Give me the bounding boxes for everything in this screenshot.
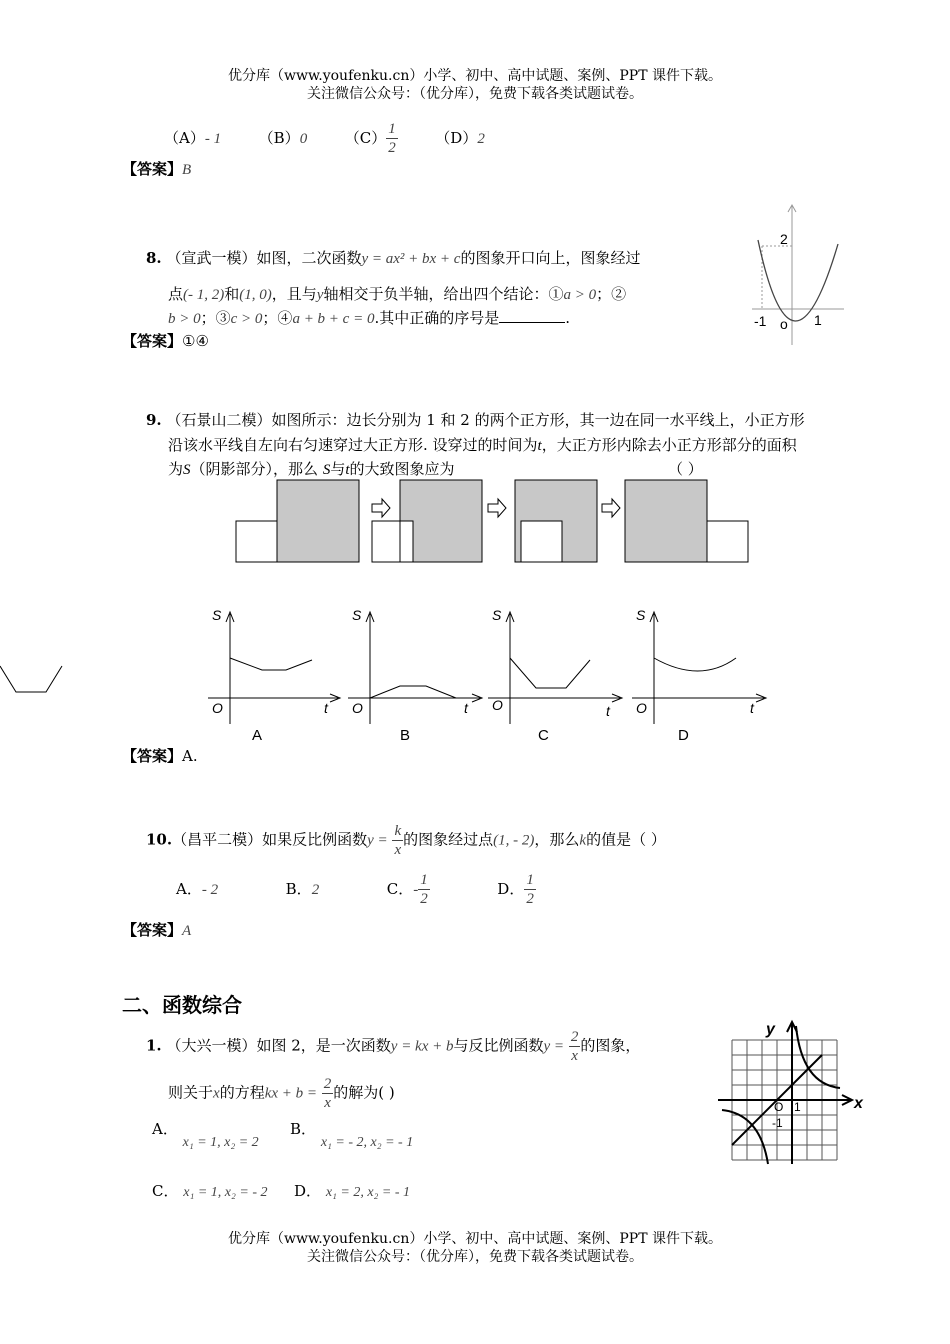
q9-line-2: 沿该水平线自左向右匀速穿过大正方形. 设穿过的时间为t，大正方形内除去小正方形部分的面积 bbox=[168, 436, 797, 454]
svg-text:t: t bbox=[464, 700, 468, 716]
arrow-right-icon bbox=[488, 499, 506, 517]
s2q1-line-1: 1. （大兴一模）如图 2，是一次函数y = kx + b与反比例函数y = $\frac{2}{x}$ 的图象， bbox=[146, 1029, 641, 1064]
q7-opt-a: （A）- 1 bbox=[164, 128, 222, 147]
q10-line-1: 10.（昌平二模）如果反比例函数y = $\frac{k}{x}$ 的图象经过点(1, - 2)，那么k的值是（ ） bbox=[146, 823, 666, 858]
q9-squares-figure bbox=[230, 476, 752, 566]
label-1: 1 bbox=[814, 312, 822, 328]
svg-text:A: A bbox=[252, 727, 263, 744]
small-square-1 bbox=[236, 521, 277, 562]
svg-text:O: O bbox=[212, 700, 223, 716]
q9-answer: 【答案】A. bbox=[122, 747, 198, 765]
q8-line-1: 8. （宣武一模）如图，二次函数y = ax² + bx + c的图象开口向上，图象经过 bbox=[146, 249, 641, 267]
svg-text:t: t bbox=[324, 700, 328, 716]
svg-text:t: t bbox=[750, 700, 754, 716]
q10-opt-a: A．- 2 bbox=[176, 879, 219, 898]
svg-text:-1: -1 bbox=[772, 1116, 783, 1130]
q7-opt-d: （D）2 bbox=[435, 128, 485, 147]
hyperbola-branch-1 bbox=[796, 1026, 840, 1088]
s2q1-opt-a: A． x₁ = 1, x₂ = 2 bbox=[152, 1120, 259, 1150]
svg-text:C: C bbox=[538, 727, 549, 744]
q9-answer-paren: （ ） bbox=[668, 460, 703, 478]
graph-d bbox=[632, 607, 766, 744]
header-line-2: 关注微信公众号：（优分库），免费下载各类试题试卷。 bbox=[307, 86, 643, 102]
big-square-1 bbox=[277, 480, 359, 562]
small-square-2 bbox=[372, 521, 413, 562]
svg-text:D: D bbox=[678, 727, 689, 744]
svg-text:O: O bbox=[636, 700, 647, 716]
s2q1-opt-c: C． x₁ = 1, x₂ = - 2 bbox=[152, 1182, 268, 1200]
q7-opt-b: （B）0 bbox=[258, 128, 308, 147]
s2q1-opt-b: B． x₁ = - 2, x₂ = - 1 bbox=[290, 1120, 414, 1150]
q8-line-2: 点(- 1, 2)和(1, 0)，且与y轴相交于负半轴，给出四个结论：①a > 0；② bbox=[168, 285, 627, 303]
svg-text:O: O bbox=[352, 700, 363, 716]
s2q1-opt-d: D． x₁ = 2, x₂ = - 1 bbox=[294, 1182, 411, 1200]
q9-line-3: 为S（阴影部分），那么 S与t的大致图象应为 bbox=[168, 460, 455, 478]
q9-line-1: 9. （石景山二模）如图所示：边长分别为 1 和 2 的两个正方形，其一边在同一水平线上，小正方形 bbox=[146, 411, 805, 429]
svg-text:t: t bbox=[606, 703, 610, 719]
svg-text:S: S bbox=[492, 607, 502, 623]
graph-c bbox=[488, 607, 622, 744]
label-minus-1: -1 bbox=[754, 313, 767, 329]
q10-opt-c: C．- $\frac{1}{2}$ bbox=[386, 872, 428, 907]
label-origin: o bbox=[780, 316, 788, 332]
footer-line-2: 关注微信公众号：（优分库），免费下载各类试题试卷。 bbox=[307, 1249, 643, 1265]
q7-answer: 【答案】B bbox=[122, 160, 192, 178]
footer-line-1: 优分库（www.youfenku.cn）小学、初中、高中试题、案例、PPT 课件下载。 bbox=[227, 1231, 722, 1247]
arrow-right-icon bbox=[602, 499, 620, 517]
q7-opt-c: （C） $\frac{1}{2}$ bbox=[344, 121, 396, 156]
q7-options bbox=[164, 120, 485, 157]
margin-decoration bbox=[0, 660, 70, 700]
svg-text:O: O bbox=[492, 697, 503, 713]
s2q1-line-2: 则关于x的方程kx + b = $\frac{2}{x}$ 的解为( ) bbox=[168, 1076, 395, 1111]
q10-opt-d: D． $\frac{1}{2}$ bbox=[497, 872, 534, 907]
section-title: 二、函数综合 bbox=[122, 993, 242, 1017]
hyperbola-branch-2 bbox=[722, 1110, 768, 1164]
header-line-1: 优分库（www.youfenku.cn）小学、初中、高中试题、案例、PPT 课件下载。 bbox=[227, 68, 722, 84]
svg-text:S: S bbox=[636, 607, 646, 623]
q10-opt-b: B．2 bbox=[285, 879, 320, 898]
svg-text:x: x bbox=[854, 1095, 863, 1112]
graph-a bbox=[208, 607, 340, 744]
big-square-4 bbox=[625, 480, 707, 562]
q9-option-graphs bbox=[200, 602, 780, 752]
svg-text:y: y bbox=[766, 1021, 775, 1038]
svg-text:1: 1 bbox=[794, 1100, 801, 1114]
svg-text:S: S bbox=[352, 607, 362, 623]
svg-text:O: O bbox=[774, 1100, 784, 1114]
small-square-3 bbox=[521, 521, 562, 562]
q10-options bbox=[176, 871, 536, 908]
label-2: 2 bbox=[780, 231, 788, 247]
q8-parabola-graph bbox=[748, 200, 848, 350]
arrow-right-icon bbox=[372, 499, 390, 517]
svg-text:S: S bbox=[212, 607, 222, 623]
q8-answer: 【答案】①④ bbox=[122, 332, 209, 350]
graph-b bbox=[348, 607, 482, 744]
answer-blank bbox=[499, 308, 565, 323]
s2q1-grid-graph bbox=[710, 1014, 870, 1166]
svg-text:B: B bbox=[400, 727, 411, 744]
q8-line-3: b > 0；③c > 0；④a + b + c = 0.其中正确的序号是 . bbox=[168, 309, 571, 327]
q10-answer: 【答案】A bbox=[122, 921, 192, 939]
small-square-4 bbox=[707, 521, 748, 562]
